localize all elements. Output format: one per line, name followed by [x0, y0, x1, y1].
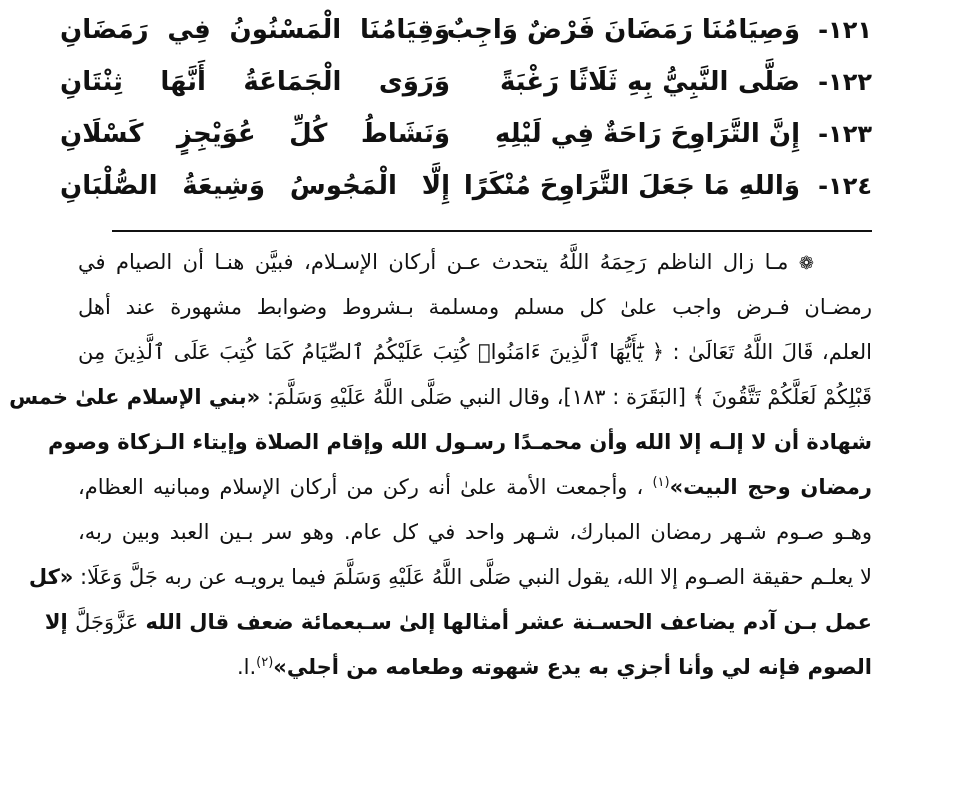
commentary-line: [78, 465, 872, 510]
quran-verse: ﴿ يَٰٓأَيُّهَا ٱلَّذِينَ ءَامَنُوا۟ كُتِبَ عَلَيْكُمُ ٱلصِّيَامُ كَمَا كُتِبَ عَلَى ٱلَّذِينَ مِن: [78, 340, 665, 364]
verse-second-hemistich: وَنَشَاطُ كُلِّ عُوَيْجِزٍ كَسْلَانِ: [60, 119, 450, 149]
quran-reference: [البَقَرَة : ١٨٣]،: [556, 385, 686, 409]
commentary-text-span: رمضـان فـرض واجب علىٰ كل مسلم ومسلمة بـشروط وضوابط مشهورة عند أهل: [78, 295, 872, 319]
hadith-text: الصوم فإنه لي وأنا أجزي به يدع شهوته وطعامه من أجلي»: [273, 655, 872, 679]
commentary-line: [28, 555, 872, 600]
poem-verses: [60, 6, 872, 216]
verse-first-hemistich: إِنَّ التَّرَاوِحَ رَاحَةٌ فِي لَيْلِهِ: [494, 119, 800, 149]
verse-first-hemistich: وَصِيَامُنَا رَمَضَانَ فَرْضٌ وَاجِبٌ: [446, 15, 800, 45]
commentary-line: [78, 240, 872, 285]
verse-row: [60, 6, 872, 58]
hadith-text: رمضان وحج البيت»: [669, 475, 872, 499]
commentary-line: [78, 330, 872, 375]
hadith-text: «بني الإسلام علىٰ خمس: [9, 385, 261, 409]
verse-row: [60, 58, 872, 110]
verse-number: ١٢٤-: [818, 172, 872, 200]
hadith-text: إلا: [44, 610, 68, 634]
verse-second-hemistich: وَرَوَى الْجَمَاعَةُ أَنَّهَا ثِنْتَانِ: [60, 67, 450, 97]
flower-ornament-icon: ❁: [798, 253, 814, 274]
section-divider: [112, 230, 872, 232]
quran-verse: قَبْلِكُمْ لَعَلَّكُمْ تَتَّقُونَ ﴾: [692, 385, 872, 409]
commentary-line: [48, 420, 872, 465]
hadith-text: «كل: [28, 565, 74, 589]
commentary-text-span: وهـو صـوم شـهر رمضان المبارك، شـهر واحد في كل عام. وهو سر بـين العبد وبين ربه،: [78, 520, 872, 544]
verse-first-hemistich: صَلَّى النَّبِيُّ بِهِ ثَلَاثًا رَغْبَةً: [500, 67, 800, 97]
commentary-text-span: لا يعلـم حقيقة الصـوم إلا الله، يقول النبي صَلَّى اللَّهُ عَلَيْهِ وَسَلَّمَ فيما يرويـه عن ربه جَلَّ وَعَلَا:: [80, 565, 872, 589]
verse-number: ١٢٢-: [818, 68, 872, 96]
commentary-line: [78, 510, 872, 555]
commentary-line: [9, 375, 872, 420]
commentary-text-span: مـا زال الناظم رَحِمَهُ اللَّهُ يتحدث عـن أركان الإسـلام، فبيَّن هنـا أن الصيام في: [78, 250, 789, 274]
honorific: عَزَّوَجَلَّ: [75, 610, 139, 634]
commentary-text: [9, 240, 872, 690]
commentary-line: [78, 285, 872, 330]
commentary-line: [78, 645, 872, 690]
hadith-text: عمل بـن آدم يضاعف الحسـنة عشر أمثالها إلىٰ سـبعمائة ضعف قال الله: [145, 610, 872, 634]
verse-row: [60, 162, 872, 214]
footnote-marker: (٢): [256, 655, 274, 670]
commentary-text-span: العلم،: [821, 340, 872, 364]
hadith-text: شهادة أن لا إلـه إلا الله وأن محمـدًا رسـول الله وإقام الصلاة وإيتاء الـزكاة وصوم: [48, 430, 872, 454]
commentary-text-span: ، وأجمعت الأمة علىٰ أنه ركن من أركان الإسلام ومبانيه العظام،: [78, 475, 644, 499]
verse-second-hemistich: وَقِيَامُنَا الْمَسْنُونُ فِي رَمَضَانِ: [60, 15, 450, 45]
commentary-text-span: وقال النبي صَلَّى اللَّهُ عَلَيْهِ وَسَلَّمَ:: [266, 385, 551, 409]
verse-second-hemistich: إِلَّا الْمَجُوسُ وَشِيعَةُ الصُّلْبَانِ: [60, 171, 450, 201]
verse-row: [60, 110, 872, 162]
end-mark: .ا.: [236, 655, 257, 679]
verse-first-hemistich: وَاللهِ مَا جَعَلَ التَّرَاوِحَ مُنْكَرًا: [463, 171, 800, 201]
quran-intro: قَالَ اللَّهُ تَعَالَىٰ :: [672, 340, 814, 364]
verse-number: ١٢٣-: [818, 120, 872, 148]
verse-number: ١٢١-: [818, 16, 872, 44]
footnote-marker: (١): [652, 475, 670, 490]
commentary-line: [44, 600, 872, 645]
